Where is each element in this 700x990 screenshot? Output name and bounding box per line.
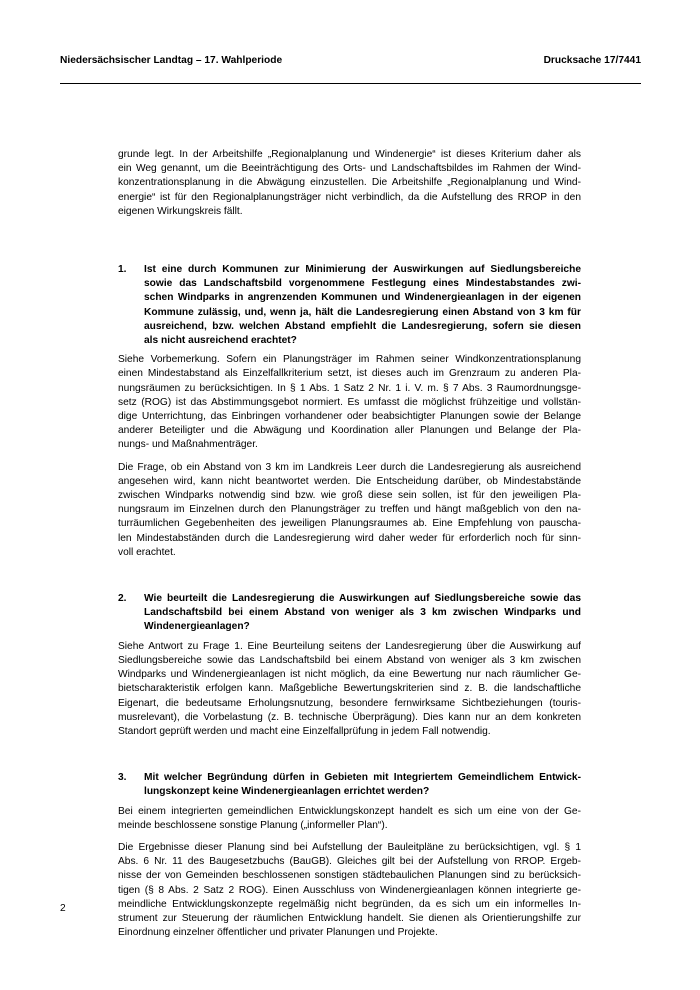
question-3 xyxy=(118,771,581,799)
text-line: nungsräumen zu berücksichtigen. In § 1 Abs. 1 Satz 2 Nr. 1 i. V. m. § 7 Abs. 3 Raumordnungsge- xyxy=(118,382,581,394)
text-line: grunde legt. In der Arbeitshilfe „Regionalplanung und Windenergie“ ist dieses Kriterium daher als xyxy=(118,149,581,160)
text-line: Standort geprüft werden und macht eine Einzelfallprüfung in jedem Fall notwendig. xyxy=(118,725,491,737)
text-line: Siehe Antwort zu Frage 1. Eine Beurteilung seitens der Landesregierung über die Auswirkung auf xyxy=(118,640,581,652)
text-line: meindliche Entwicklungskonzepte regelmäßig nicht begründen, da es sich um ein informelles In- xyxy=(118,898,581,910)
text-line: Eigenart, die bedeutsame Erholungsnutzung, besondere fernwirksame Sichtbeziehungen (touris- xyxy=(118,697,581,709)
answer-3-paragraph-1 xyxy=(118,805,581,833)
question-2 xyxy=(118,592,581,635)
text-line: sowie das Landschaftsbild vorgenommene Festlegung eines Mindestabstandes zwi- xyxy=(144,278,581,290)
text-line: Bei einem integrierten gemeindlichen Entwicklungskonzept handelt es sich um eine von der Ge- xyxy=(118,805,581,817)
text-line: Siedlungsbereiche sowie das Landschaftsbild bei einem Abstand von weniger als 3 km zwischen xyxy=(118,654,581,666)
text-line: lungskonzept keine Windenergieanlagen errichtet werden? xyxy=(144,786,430,798)
question-text xyxy=(144,263,581,348)
text-line: voll erachtet. xyxy=(118,546,176,558)
text-line: Die Ergebnisse dieser Planung sind bei Aufstellung der Bauleitpläne zu berücksichtigen, vgl. § 1 xyxy=(118,841,581,853)
answer-2-paragraph-1 xyxy=(118,640,581,739)
text-line: eigenen Wirkungskreis fällt. xyxy=(118,205,243,217)
text-line: zwischen Windparks notwendig sind bzw. wie groß diese sein sollen, ist für den jeweiligen Pla- xyxy=(118,490,581,502)
text-line: einen Mindestabstand als Einzelfallkriterium setzt, ist dieses auch im Grenzraum zu anderen Pla- xyxy=(118,368,581,380)
text-line: schen Windparks in angrenzenden Kommunen und Windenergieanlagen in der eigenen xyxy=(144,292,581,304)
page-number: 2 xyxy=(60,903,66,914)
text-line: Mit welcher Begründung dürfen in Gebieten mit Integriertem Gemeindlichem Entwick- xyxy=(144,772,581,784)
header-parliament: Niedersächsischer Landtag – 17. Wahlperiode xyxy=(60,55,283,66)
text-line: ein Weg genannt, um die Beeinträchtigung des Orts- und Landschaftsbildes im Rahmen der Wind- xyxy=(118,163,581,175)
text-line: Ist eine durch Kommunen zur Minimierung der Auswirkungen auf Siedlungsbereiche xyxy=(144,264,581,276)
question-text xyxy=(144,771,581,799)
answer-3-paragraph-2 xyxy=(118,841,581,940)
text-line: dige Unterrichtung, das Einbringen vorhandener oder beabsichtigter Planungen sowie der Belange xyxy=(118,411,581,423)
text-line: tigen (§ 8 Abs. 2 Satz 2 ROG). Einen Ausschluss von Windenergieanlagen können integrierte ge- xyxy=(118,884,581,896)
text-line: nungsraum im Einzelnen durch den Planungsträger zu treffen und hängt maßgeblich von den na- xyxy=(118,504,581,516)
text-line: Windparks und Windenergieanlagen ist nicht möglich, da eine Bewertung nur nach räumlicher Ge- xyxy=(118,669,581,681)
text-line: Windenergieanlagen? xyxy=(144,621,250,633)
text-line: turräumlichen Gegebenheiten des jeweiligen Planungsraumes ab. Eine Empfehlung von pauscha- xyxy=(118,518,581,530)
text-line: strument zur Steuerung der räumlichen Entwicklung handelt. Sie dienen als Orientierungshilfe zur xyxy=(118,912,581,924)
text-line: len Mindestabständen durch die Landesregierung wird daher weder für erforderlich noch für sinn- xyxy=(118,532,581,544)
document-body xyxy=(118,148,581,940)
text-line: Einordnung einzelner öffentlicher und privater Planungen und Projekte. xyxy=(118,927,438,939)
text-line: Wie beurteilt die Landesregierung die Auswirkungen auf Siedlungsbereiche sowie das xyxy=(144,593,581,605)
text-line: bietscharakteristik erfolgen kann. Maßgebliche Bewertungskriterien sind z. B. die landschaftliche xyxy=(118,683,581,695)
header-divider xyxy=(60,83,641,84)
text-line: Die Frage, ob ein Abstand von 3 km im Landkreis Leer durch die Landesregierung als ausreichend xyxy=(118,461,581,473)
text-line: als nicht ausreichend erachtet? xyxy=(144,335,297,347)
header-document-number: Drucksache 17/7441 xyxy=(543,55,641,66)
question-number: 1. xyxy=(118,264,127,276)
text-line: musrelevant), die Vorbelastung (z. B. technische Überprägung). Dies kann nur an dem konkreten xyxy=(118,711,581,723)
text-line: konzentrationsplanung in die Abwägung einzustellen. Die Arbeitshilfe „Regionalplanung und Wind- xyxy=(118,177,581,189)
question-1 xyxy=(118,263,581,348)
intro-paragraph xyxy=(118,148,581,219)
answer-1-paragraph-2 xyxy=(118,461,581,560)
page-header xyxy=(60,55,641,66)
text-line: anderer Beteiligter und die Abwägung und Koordination aller Planungen und Belange der Pla- xyxy=(118,425,581,437)
answer-1-paragraph-1 xyxy=(118,353,581,452)
text-line: nisse der von Gemeinden beschlossenen sonstigen städtebaulichen Planungen sind zu berücksich- xyxy=(118,870,581,882)
question-number: 3. xyxy=(118,772,127,784)
text-line: energie“ ist für den Regionalplanungsträger nicht verbindlich, da die Aufstellung des RROP in den xyxy=(118,191,581,203)
question-number: 2. xyxy=(118,593,127,605)
text-line: Abs. 6 Nr. 11 des Baugesetzbuchs (BauGB). Gleiches gilt bei der Aufstellung von RROP. Ergeb- xyxy=(118,856,581,868)
text-line: Kommune zulässig, und, wenn ja, hält die Landesregierung einen Abstand von 3 km für xyxy=(144,306,581,318)
text-line: angesehen wird, kann nicht beantwortet werden. Die Entscheidung darüber, ob Mindestabstände xyxy=(118,475,581,487)
text-line: ausreichend, bzw. welchen Abstand empfiehlt die Landesregierung, sofern sie diesen xyxy=(144,320,581,332)
question-text xyxy=(144,592,581,635)
text-line: meinde beschlossene sonstige Planung („informeller Plan“). xyxy=(118,819,388,831)
text-line: Landschaftsbild bei einem Abstand von weniger als 3 km zwischen Windparks und xyxy=(144,607,581,619)
text-line: Siehe Vorbemerkung. Sofern ein Planungsträger im Rahmen seiner Windkonzentrationsplanung xyxy=(118,354,581,366)
text-line: nungs- und Maßnahmenträger. xyxy=(118,439,258,451)
text-line: setz (ROG) ist das Abstimmungsgebot normiert. Es umfasst die möglichst frühzeitige und vollstän- xyxy=(118,396,581,408)
